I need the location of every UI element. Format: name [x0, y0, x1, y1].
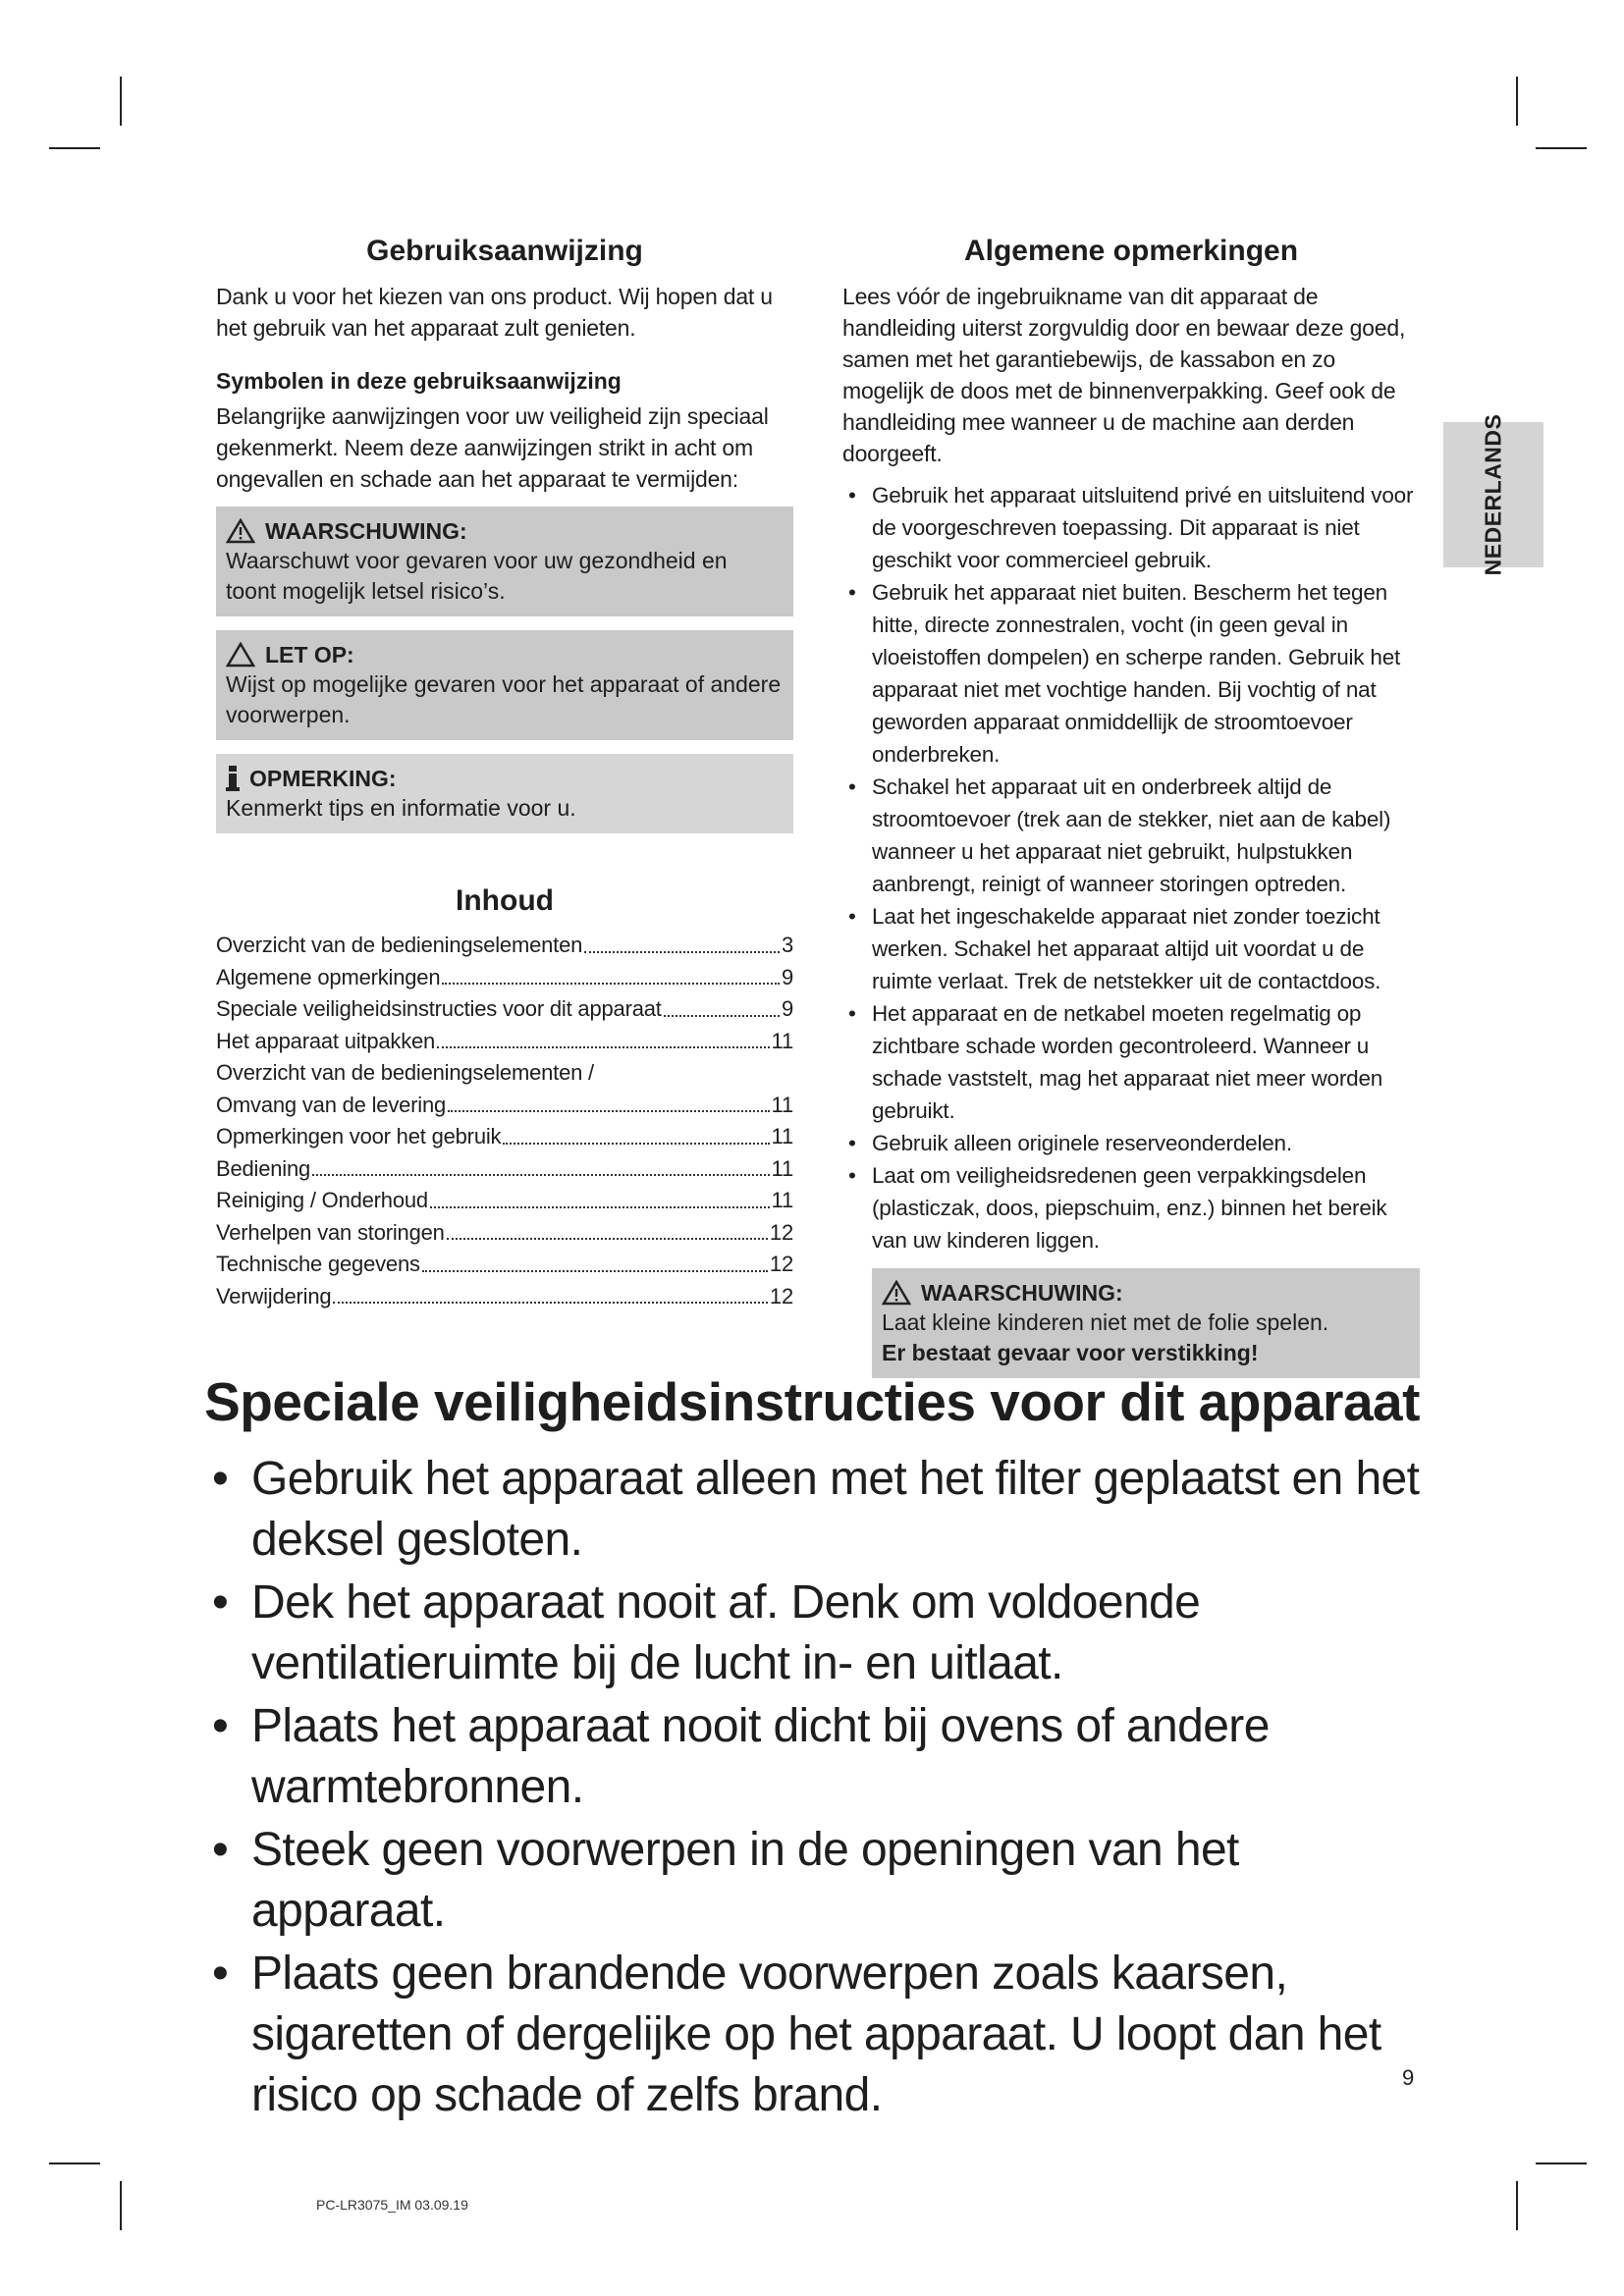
toc-label: Het apparaat uitpakken — [216, 1028, 436, 1053]
toc-page: 11 — [771, 1188, 793, 1212]
toc-label: Technische gegevens — [216, 1252, 420, 1276]
suffocation-warning-bold-text: Er bestaat gevaar voor verstikking! — [882, 1340, 1259, 1365]
crop-mark — [1516, 2181, 1518, 2230]
toc-page: 11 — [771, 1028, 793, 1053]
note-box-label: OPMERKING: — [249, 766, 397, 791]
toc-label: Opmerkingen voor het gebruik — [216, 1124, 502, 1148]
toc-page: 12 — [769, 1219, 793, 1245]
toc-label: Verwijdering — [216, 1283, 332, 1308]
toc-label: Algemene opmerkingen — [216, 964, 441, 989]
note-box-text: Kenmerkt tips en informatie voor u. — [226, 795, 576, 821]
warning-box — [216, 507, 793, 616]
list-item: • Gebruik het apparaat uitsluitend privé en uitsluitend voor de voorgeschreven toepassing. Dit apparaat is niet geschikt voor commercieel gebruik. — [842, 479, 1420, 576]
special-safety-title: Speciale veiligheidsinstructies voor dit apparaat — [204, 1371, 1420, 1432]
crop-mark — [49, 147, 100, 149]
toc-row — [216, 993, 793, 1026]
suffocation-warning-box — [872, 1268, 1420, 1378]
warning-box-label: WAARSCHUWING: — [265, 518, 467, 544]
special-safety-list — [208, 1449, 1435, 2128]
toc-label: Overzicht van de bedieningselementen / — [216, 1060, 594, 1085]
list-item: • Gebruik het apparaat alleen met het filter geplaatst en het deksel gesloten. — [208, 1449, 1435, 1571]
suffocation-warning-text: Laat kleine kinderen niet met de folie spelen. — [882, 1309, 1329, 1335]
suffocation-warning-head — [882, 1278, 1410, 1308]
suffocation-warning-label: WAARSCHUWING: — [921, 1280, 1123, 1306]
toc-row — [216, 1249, 793, 1281]
toc-page: 9 — [781, 964, 793, 989]
table-of-contents — [216, 930, 793, 1312]
toc-label: Speciale veiligheidsinstructies voor dit apparaat — [216, 996, 662, 1021]
note-box — [216, 754, 793, 833]
toc-row — [216, 1153, 793, 1186]
toc-label: Overzicht van de bedieningselementen — [216, 933, 583, 957]
list-item: • Steek geen voorwerpen in de openingen van het apparaat. — [208, 1820, 1435, 1942]
caution-box-label: LET OP: — [265, 642, 354, 667]
general-intro-text: Lees vóór de ingebruikname van dit apparaat de handleiding uiterst zorgvuldig door en bewaar deze goed, samen met het garantiebewijs, de kassabon en zo mogelijk de doos met de binnenverpakking. Geef ook de handleiding mee wanneer u de machine aan derden doorgeeft. — [842, 284, 1406, 466]
right-section-title: Algemene opmerkingen — [963, 235, 1299, 267]
list-item: • Laat het ingeschakelde apparaat niet zonder toezicht werken. Schakel het apparaat altijd uit voordat u de ruimte verlaat. Trek de netstekker uit de contactdoos. — [842, 900, 1420, 997]
crop-mark — [49, 2163, 100, 2164]
warning-triangle-icon — [226, 518, 255, 544]
list-item: • Plaats het apparaat nooit dicht bij ovens of andere warmtebronnen. — [208, 1696, 1435, 1818]
language-label: NEDERLANDS — [1480, 413, 1506, 576]
left-column — [216, 234, 793, 1312]
toc-page: 12 — [769, 1252, 793, 1276]
toc-page: 3 — [781, 933, 793, 957]
warning-triangle-icon — [882, 1280, 911, 1306]
list-item: • Dek het apparaat nooit af. Denk om voldoende ventilatieruimte bij de lucht in- en uitlaat. — [208, 1573, 1435, 1694]
caution-box — [216, 630, 793, 740]
note-box-head — [226, 764, 784, 793]
crop-mark — [1536, 2163, 1587, 2164]
toc-row — [216, 1185, 793, 1217]
crop-mark — [1536, 147, 1587, 149]
toc-label: Omvang van de levering — [216, 1092, 447, 1117]
caution-box-head — [226, 640, 784, 669]
intro-text: Dank u voor het kiezen van ons product. Wij hopen dat u het gebruik van het apparaat zult genieten. — [216, 284, 773, 341]
crop-mark — [1516, 77, 1518, 126]
caution-box-text: Wijst op mogelijke gevaren voor het apparaat of andere voorwerpen. — [226, 671, 782, 727]
list-item: • Gebruik het apparaat niet buiten. Bescherm het tegen hitte, directe zonnestralen, vocht (in geen geval in vloeistoffen dompelen) en scherpe randen. Gebruik het apparaat niet met vochtige handen. Bij vochtig of nat geworden apparaat onmiddellijk de stroomtoevoer onderbreken. — [842, 576, 1420, 771]
toc-title: Inhoud — [456, 884, 554, 917]
caution-triangle-icon — [226, 642, 255, 667]
list-item: • Gebruik alleen originele reserveonderdelen. — [842, 1127, 1420, 1159]
toc-page: 12 — [769, 1283, 793, 1308]
toc-row — [216, 962, 793, 994]
crop-mark — [120, 2181, 122, 2230]
crop-mark — [120, 77, 122, 126]
toc-label: Bediening — [216, 1155, 311, 1181]
warning-box-text: Waarschuwt voor gevaren voor uw gezondheid en toont mogelijk letsel risico’s. — [226, 548, 728, 604]
toc-row — [216, 1090, 793, 1122]
list-item: • Laat om veiligheidsredenen geen verpakkingsdelen (plasticzak, doos, piepschuim, enz.) binnen het bereik van uw kinderen liggen. — [842, 1159, 1420, 1256]
toc-row — [216, 1026, 793, 1058]
toc-row — [216, 1281, 793, 1313]
toc-page: 11 — [771, 1092, 793, 1117]
page-number: 9 — [1402, 2065, 1415, 2090]
toc-row — [216, 1217, 793, 1250]
toc-page: 11 — [771, 1155, 793, 1181]
footer-document-code: PC-LR3075_IM 03.09.19 — [316, 2197, 468, 2213]
list-item: • Plaats geen brandende voorwerpen zoals kaarsen, sigaretten of dergelijke op het apparaat. U loopt dan het risico op schade of zelfs brand. — [208, 1944, 1435, 2126]
left-section-title: Gebruiksaanwijzing — [366, 235, 643, 267]
general-remarks-list — [842, 479, 1420, 1256]
symbols-text: Belangrijke aanwijzingen voor uw veiligheid zijn speciaal gekenmerkt. Neem deze aanwijzingen strikt in acht om ongevallen en schade aan het apparaat te vermijden: — [216, 403, 769, 492]
toc-row — [216, 1057, 793, 1090]
toc-page: 9 — [781, 996, 793, 1021]
toc-label: Reiniging / Onderhoud — [216, 1188, 428, 1212]
list-item: • Het apparaat en de netkabel moeten regelmatig op zichtbare schade worden gecontroleerd. Wanneer u schade vaststelt, mag het apparaat niet meer worden gebruikt. — [842, 997, 1420, 1127]
toc-row — [216, 1121, 793, 1153]
language-side-tab — [1443, 413, 1543, 576]
toc-row — [216, 930, 793, 962]
symbols-heading: Symbolen in deze gebruiksaanwijzing — [216, 368, 622, 394]
list-item: • Schakel het apparaat uit en onderbreek altijd de stroomtoevoer (trek aan de stekker, niet aan de kabel) wanneer u het apparaat niet gebruikt, hulpstukken aanbrengt, reinigt of wanneer storingen optreden. — [842, 771, 1420, 900]
right-column — [842, 234, 1420, 1378]
warning-box-head — [226, 516, 784, 546]
info-icon — [226, 766, 240, 791]
toc-label: Verhelpen van storingen — [216, 1219, 445, 1245]
toc-page: 11 — [771, 1124, 793, 1148]
